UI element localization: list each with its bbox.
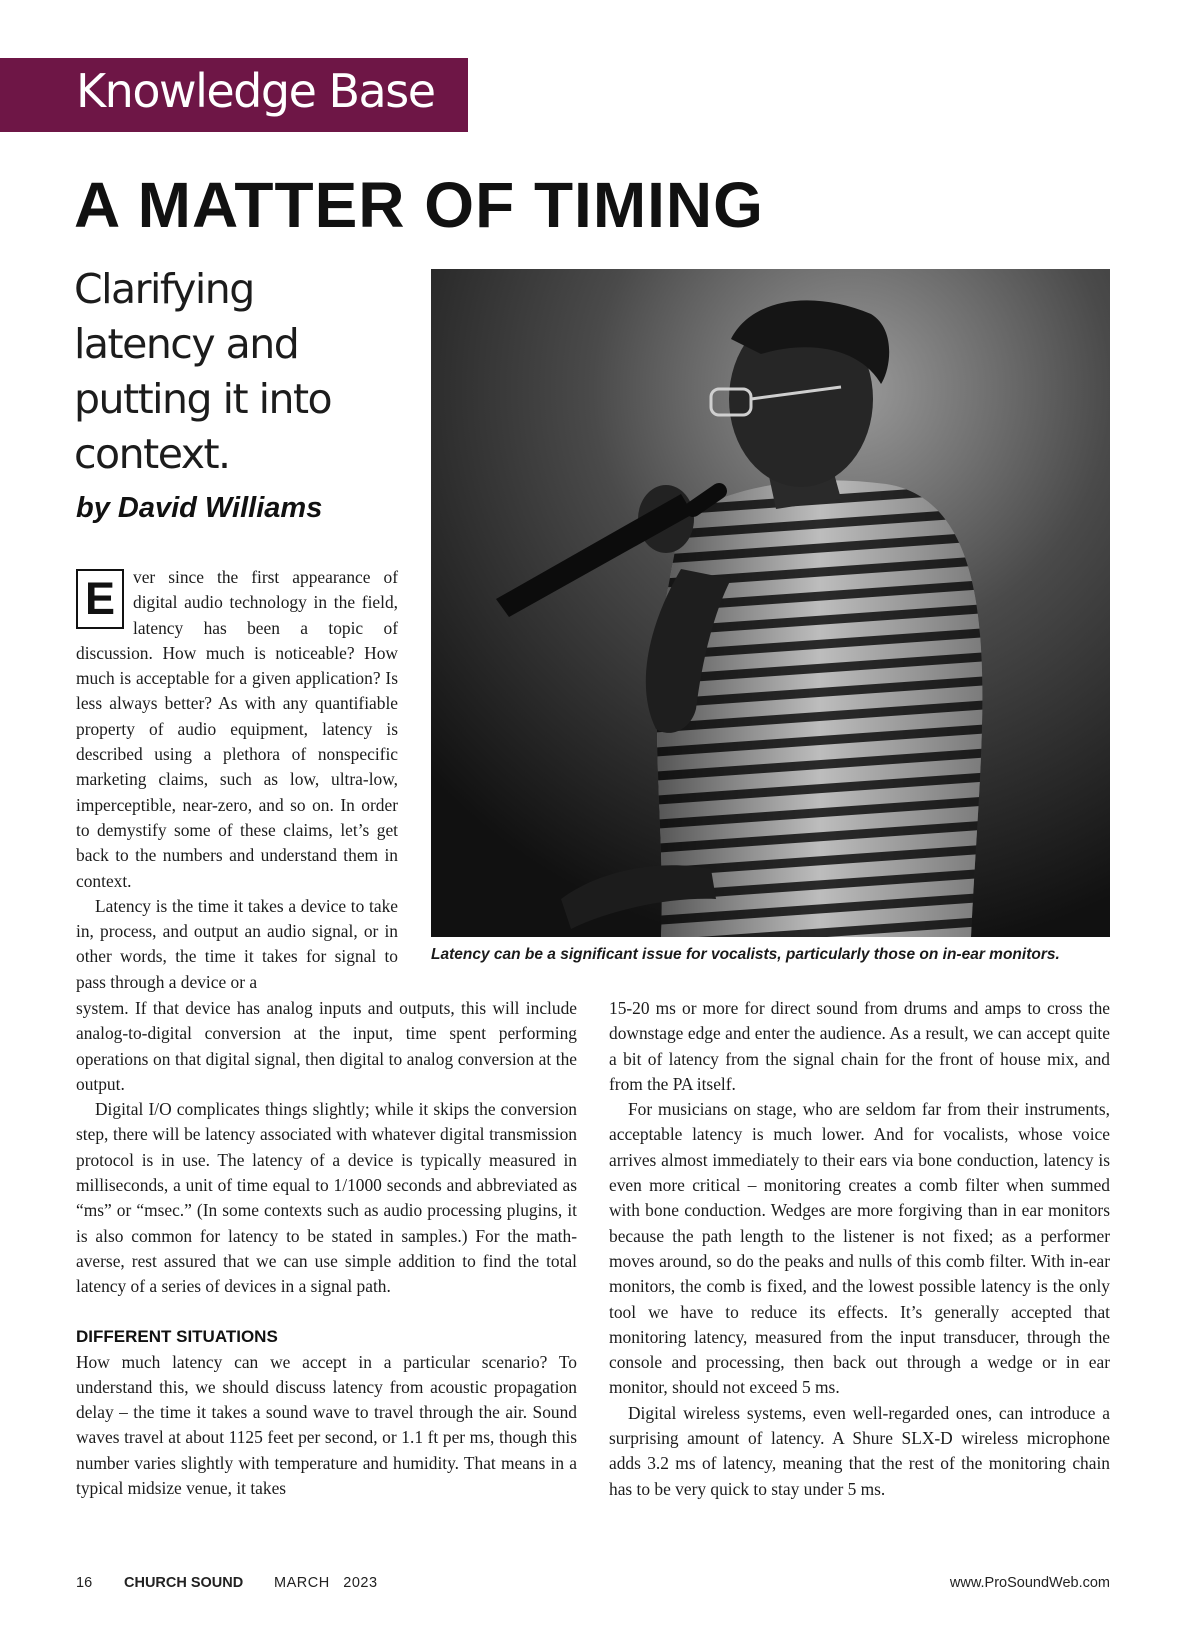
intro-column <box>76 565 398 995</box>
drop-cap: E <box>76 569 124 629</box>
magazine-name: CHURCH SOUND <box>124 1575 244 1591</box>
right-column <box>609 996 1110 1502</box>
intro-paragraph-1: ver since the first appearance of digital audio technology in the field, latency has been a topic of discussion. How much is noticeable? How much is acceptable for a given application? Is less always better? As with any quantifiable property of audio equipment, latency is described using a plethora of nonspecific marketing claims, such as low, ultra-low, imperceptible, near-zero, and so on. In order to demystify some of these claims, let’s get back to the numbers and understand them in context. <box>76 567 398 891</box>
website-link[interactable]: www.ProSoundWeb.com <box>949 1575 1110 1591</box>
photo-caption: Latency can be a significant issue for vocalists, particularly those on in-ear monitors. <box>431 946 1060 963</box>
article-dek: Clarifying latency and putting it into context. <box>74 265 332 478</box>
left-paragraph-2: Digital I/O complicates things slightly; while it skips the conversion step, there will be latency associated with whatever digital transmission protocol is in use. The latency of a device is typically measured in milliseconds, a unit of time equal to 1/1000 seconds and abbreviated as “ms” or “msec.” (In some contexts such as audio processing plugins, it is also common for latency to be stated in samples.) For the math-averse, rest assured that we can use simple addition to find the total latency of a series of devices in a signal path. <box>76 1099 577 1297</box>
singer-photo <box>431 269 1110 937</box>
article-headline: A MATTER OF TIMING <box>74 169 764 241</box>
left-column <box>76 996 577 1501</box>
page-footer <box>0 1575 1200 1599</box>
subhead-different-situations: DIFFERENT SITUATIONS <box>76 1326 278 1346</box>
article-photo <box>431 269 1110 937</box>
section-label: Knowledge Base <box>76 64 435 118</box>
left-paragraph-3: How much latency can we accept in a particular scenario? To understand this, we should discuss latency from acoustic propagation delay – the time it takes a sound wave to travel through the air. Sound waves travel at about 1125 feet per second, or 1.1 ft per ms, though this number varies slightly with temperature and humidity. That means in a typical midsize venue, it takes <box>76 1351 577 1499</box>
right-paragraph-1: 15-20 ms or more for direct sound from drums and amps to cross the downstage edge and enter the audience. As a result, we can accept quite a bit of latency from the signal chain for the front of house mix, and from the PA itself. <box>609 998 1110 1094</box>
right-paragraph-3: Digital wireless systems, even well-regarded ones, can introduce a surprising amount of latency. A Shure SLX-D wireless microphone adds 3.2 ms of latency, meaning that the rest of the monitoring chain has to be very quick to stay under 5 ms. <box>609 1402 1110 1499</box>
right-paragraph-2: For musicians on stage, who are seldom far from their instruments, acceptable latency is much lower. And for vocalists, whose voice arrives almost immediately to their ears via bone conduction, latency is even more critical – monitoring creates a comb filter when summed with bone conduction. Wedges are more forgiving than in ear monitors because the path length to the listener is not fixed; as a performer moves around, so do the peaks and nulls of this comb filter. With in-ear monitors, the comb is fixed, and the lowest possible latency is the only tool we have to reduce its effects. It’s generally accepted that monitoring latency, measured from the input transducer, through the console and processing, then back out through a wedge or in ear monitor, should not exceed 5 ms. <box>609 1099 1110 1398</box>
left-paragraph-1: system. If that device has analog inputs and outputs, this will include analog-to-digital conversion at the input, time spent performing operations on that digital signal, then digital to analog conversion at the output. <box>76 998 577 1094</box>
issue-date: MARCH 2023 <box>274 1575 378 1591</box>
intro-paragraph-2: Latency is the time it takes a device to take in, process, and output an audio signal, or in other words, the time it takes for signal to pass through a device or a <box>76 895 398 992</box>
section-banner <box>0 58 468 132</box>
page-number: 16 <box>76 1575 93 1591</box>
article-byline: by David Williams <box>76 492 323 524</box>
